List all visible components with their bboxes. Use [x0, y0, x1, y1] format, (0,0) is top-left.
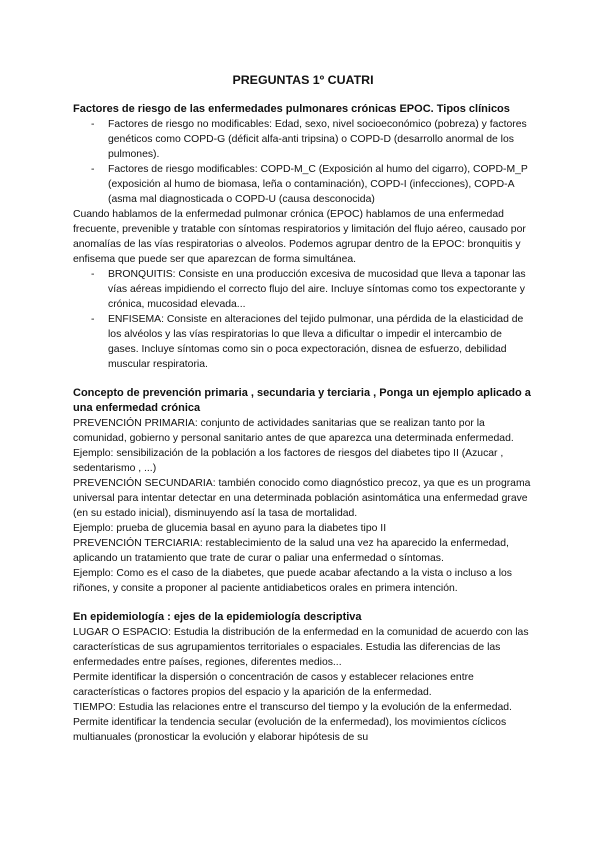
list-item: - BRONQUITIS: Consiste en una producción excesiva de mucosidad que lleva a taponar las vías aéreas impidiendo el correcto flujo del aire. Incluye síntomas como tos expectorante y crónica, mucosidad elevada...: [108, 267, 533, 312]
paragraph: LUGAR O ESPACIO: Estudia la distribución de la enfermedad en la comunidad de acuerdo con las características de sus agrupamientos territoriales o espaciales. Estudia las diferencias de las enfermedades entre países, regiones, diferentes medios...: [73, 627, 529, 668]
paragraph: Ejemplo: prueba de glucemia basal en ayuno para la diabetes tipo II: [73, 523, 387, 534]
section-2-heading: Concepto de prevención primaria , secundaria y terciaria , Ponga un ejemplo aplicado a una enfermedad crónica: [73, 387, 531, 414]
paragraph: PREVENCIÓN SECUNDARIA: también conocido como diagnóstico precoz, ya que es un programa universal para intentar detectar en una determinada población asintomática una enfermedad grave (en su estado inicial), disminuyendo así la tasa de mortalidad.: [73, 478, 531, 519]
section-gap: [73, 372, 533, 386]
section-3-heading: En epidemiología : ejes de la epidemiología descriptiva: [73, 611, 362, 623]
list-item: - Factores de riesgo no modificables: Edad, sexo, nivel socioeconómico (pobreza) y factores genéticos como COPD-G (déficit alfa-anti tripsina) o COPD-D (desarrollo anormal de los pulmones).: [108, 117, 533, 162]
paragraph: TIEMPO: Estudia las relaciones entre el transcurso del tiempo y la evolución de la enfermedad. Permite identificar la tendencia secular (evolución de la enfermedad), los movimientos cíclicos multianuales (pronosticar la evolución y elaborar hipótesis de su: [73, 702, 512, 743]
section-gap: [73, 596, 533, 610]
document-title: PREGUNTAS 1º CUATRI: [232, 73, 374, 87]
section-1-epoc-types-list: [73, 267, 533, 372]
list-item: - ENFISEMA: Consiste en alteraciones del tejido pulmonar, una pérdida de la elasticidad de los alvéolos y las vías respiratorias lo que lleva a dificultar o impedir el intercambio de gases. Incluye síntomas como sin o poca expectoración, disnea de esfuerzo, debilidad muscular respiratoria.: [108, 312, 533, 372]
section-1-risk-factor-list: [73, 117, 533, 207]
paragraph: Ejemplo: sensibilización de la población a los factores de riesgos del diabetes tipo II (Azucar , sedentarismo , ...): [73, 448, 504, 474]
section-1-heading: Factores de riesgo de las enfermedades pulmonares crónicas EPOC. Tipos clínicos: [73, 103, 510, 115]
paragraph: PREVENCIÓN TERCIARIA: restablecimiento de la salud una vez ha aparecido la enfermedad, aplicando un tratamiento que trate de curar o paliar una enfermedad o síntomas.: [73, 538, 509, 564]
paragraph: PREVENCIÓN PRIMARIA: conjunto de actividades sanitarias que se realizan tanto por la comunidad, gobierno y personal sanitario antes de que aparezca una determinada enfermedad.: [73, 418, 514, 444]
paragraph: Permite identificar la dispersión o concentración de casos y establecer relaciones entre características o factores propios del espacio y la aparición de la enfermedad.: [73, 672, 474, 698]
document-page: [73, 72, 533, 745]
section-1-paragraph: Cuando hablamos de la enfermedad pulmonar crónica (EPOC) hablamos de una enfermedad frecuente, prevenible y tratable con síntomas respiratorios y limitación del flujo aéreo, causado por anomalías de las vías respiratorias o alveolos. Podemos agrupar dentro de la EPOC: bronquitis y enfisema que puede ser que aparezcan de forma simultánea.: [73, 209, 526, 265]
paragraph: Ejemplo: Como es el caso de la diabetes, que puede acabar afectando a la vista o incluso a los riñones, y consite a proponer al paciente antidiabeticos orales en primera intención.: [73, 568, 512, 594]
list-item: - Factores de riesgo modificables: COPD-M_C (Exposición al humo del cigarro), COPD-M_P (exposición al humo de biomasa, leña o contaminación), COPD-I (infecciones), COPD-A (asma mal diagnosticada o COPD-U (causa desconocida): [108, 162, 533, 207]
